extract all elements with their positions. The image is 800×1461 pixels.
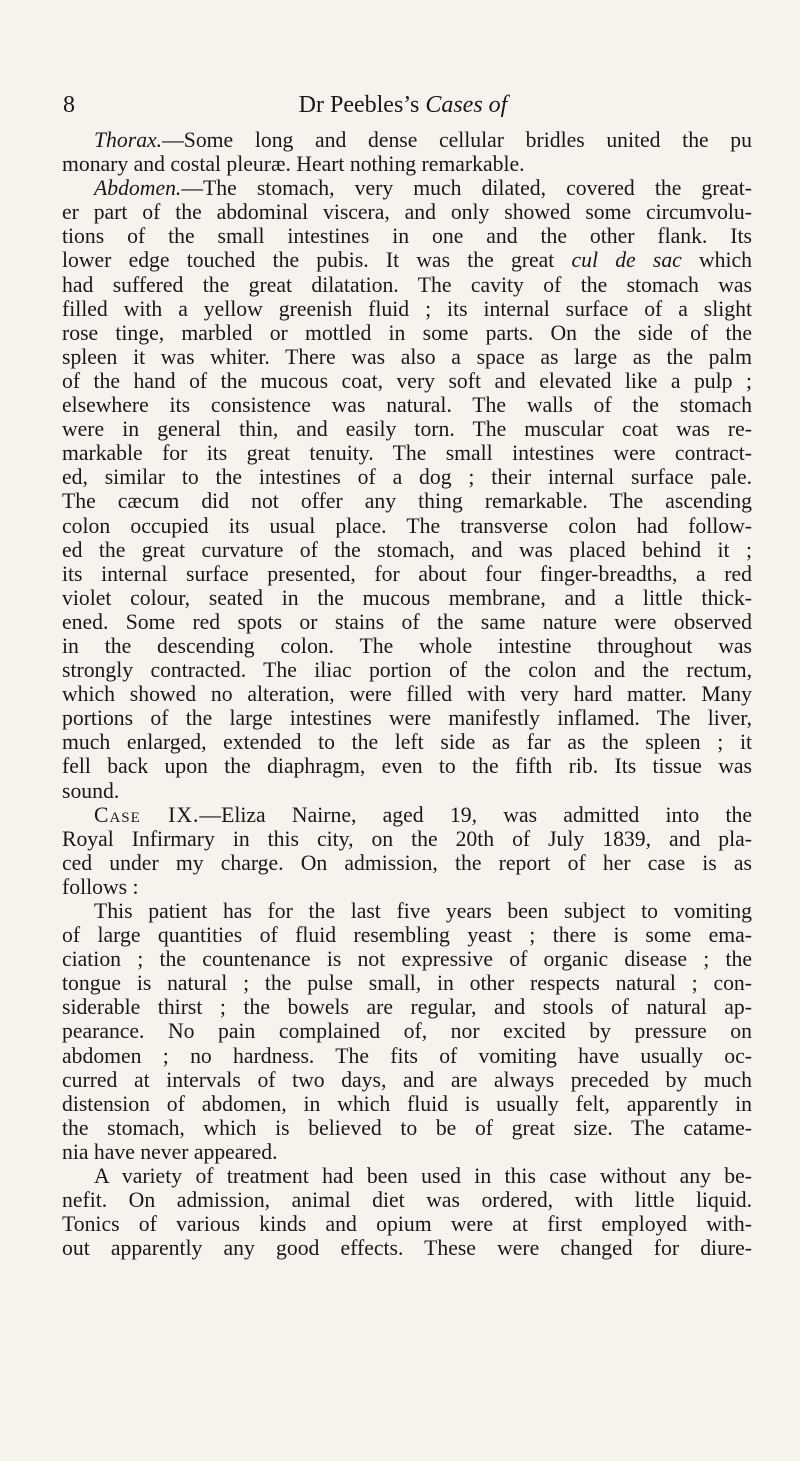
text-line: [62, 562, 752, 586]
text-span: tongue is natural ; the pulse small, in other respects natural ; con-: [62, 971, 752, 996]
text-span: its internal surface presented, for about four finger-breadths, a red: [62, 561, 752, 586]
text-span: nia have never appeared.: [62, 1139, 278, 1164]
text-line: [62, 851, 752, 875]
text-line: [62, 465, 752, 489]
text-line: [62, 1236, 752, 1260]
text-line: [62, 345, 752, 369]
italic-span: Thorax.: [94, 128, 163, 152]
text-span: —Eliza Nairne, aged 19, was admitted into the: [199, 802, 752, 827]
text-line: [62, 1092, 752, 1116]
text-span: lower edge touched the pubis. It was the great: [62, 248, 572, 273]
page-number: 8: [63, 92, 75, 118]
text-span: markable for its great tenuity. The small intestines were contract-: [62, 441, 752, 466]
text-span: much enlarged, extended to the left side as far as the spleen ; it: [62, 730, 752, 755]
italic-span: Abdomen.: [94, 176, 182, 201]
text-span: filled with a yellow greenish fluid ; its internal surface of a slight: [62, 296, 752, 321]
text-line: [62, 538, 752, 562]
text-line: [62, 1068, 752, 1092]
text-span: siderable thirst ; the bowels are regular, and stools of natural ap-: [62, 995, 752, 1020]
running-head: [63, 92, 743, 119]
text-span: A variety of treatment had been used in this case without any be-: [94, 1164, 752, 1189]
text-span: the stomach, which is believed to be of great size. The catame-: [62, 1115, 752, 1140]
text-line: [62, 1116, 752, 1140]
text-line: [62, 899, 752, 923]
text-span: The cæcum did not offer any thing remarkable. The ascending: [62, 489, 752, 514]
text-line: [62, 200, 752, 224]
text-line: [62, 706, 752, 730]
text-line: [62, 995, 752, 1019]
text-span: er part of the abdominal viscera, and only showed some circumvolu-: [62, 200, 752, 225]
text-line: [62, 514, 752, 538]
text-line: [62, 971, 752, 995]
text-line: [62, 803, 752, 827]
text-line: [62, 1164, 752, 1188]
text-span: which showed no alteration, were filled with very hard matter. Many: [62, 682, 752, 707]
text-span: elsewhere its consistence was natural. The walls of the stomach: [62, 393, 752, 418]
text-span: violet colour, seated in the mucous membrane, and a little thick-: [62, 585, 752, 610]
text-span: ed, similar to the intestines of a dog ; their internal surface pale.: [62, 465, 752, 490]
text-span: colon occupied its usual place. The transverse colon had follow-: [62, 513, 752, 538]
text-span: abdomen ; no hardness. The fits of vomiting have usually oc-: [62, 1043, 752, 1068]
text-line: [62, 947, 752, 971]
text-span: ced under my charge. On admission, the report of her case is as: [62, 850, 752, 875]
text-span: fell back upon the diaphragm, even to the fifth rib. Its tissue was: [62, 754, 752, 779]
italic-span: cul de sac: [571, 248, 682, 273]
running-head-text: Dr Peebles’s: [298, 92, 426, 118]
text-span: rose tinge, marbled or mottled in some parts. On the side of the: [62, 320, 752, 345]
text-span: monary and costal pleuræ. Heart nothing remarkable.: [62, 152, 525, 177]
page-body: [62, 128, 752, 1260]
text-span: were in general thin, and easily torn. The muscular coat was re-: [62, 417, 752, 442]
text-span: distension of abdomen, in which fluid is usually felt, apparently in: [62, 1091, 752, 1116]
page-header: [63, 92, 743, 124]
text-span: tions of the small intestines in one and the other flank. Its: [62, 224, 752, 249]
text-line: [62, 441, 752, 465]
text-line: [62, 875, 752, 899]
text-span: spleen it was whiter. There was also a space as large as the palm: [62, 344, 752, 369]
text-span: ciation ; the countenance is not expressive of organic disease ; the: [62, 947, 752, 972]
text-span: portions of the large intestines were manifestly inflamed. The liver,: [62, 706, 752, 731]
text-span: Royal Infirmary in this city, on the 20th of July 1839, and pla-: [62, 826, 752, 851]
text-line: [62, 369, 752, 393]
text-line: [62, 321, 752, 345]
text-line: [62, 827, 752, 851]
text-line: [62, 297, 752, 321]
text-line: [62, 393, 752, 417]
text-span: nefit. On admission, animal diet was ordered, with little liquid.: [62, 1188, 752, 1213]
text-line: [62, 923, 752, 947]
text-line: [62, 128, 752, 152]
text-span: follows :: [62, 874, 139, 899]
text-span: ed the great curvature of the stomach, and was placed behind it ;: [62, 537, 752, 562]
small-caps-span: Case IX.: [94, 802, 200, 827]
running-head-italic: Cases of: [425, 92, 508, 118]
text-span: of the hand of the mucous coat, very soft and elevated like a pulp ;: [62, 368, 752, 393]
text-span: which: [681, 248, 752, 273]
text-span: out apparently any good effects. These were changed for diure-: [62, 1236, 752, 1261]
text-line: [62, 1212, 752, 1236]
text-line: [62, 224, 752, 248]
text-line: [62, 730, 752, 754]
text-line: [62, 634, 752, 658]
text-span: had suffered the great dilatation. The cavity of the stomach was: [62, 272, 752, 297]
text-line: [62, 417, 752, 441]
text-span: in the descending colon. The whole intestine throughout was: [62, 633, 752, 658]
text-line: [62, 248, 752, 272]
text-span: ened. Some red spots or stains of the same nature were observed: [62, 609, 752, 634]
text-line: [62, 658, 752, 682]
text-line: [62, 1044, 752, 1068]
text-span: strongly contracted. The iliac portion of the colon and the rectum,: [62, 658, 752, 683]
text-line: [62, 754, 752, 778]
text-line: [62, 152, 752, 176]
text-line: [62, 176, 752, 200]
text-line: [62, 779, 752, 803]
text-span: —Some long and dense cellular bridles united the pu: [162, 128, 752, 152]
text-line: [62, 273, 752, 297]
text-span: curred at intervals of two days, and are always preceded by much: [62, 1067, 752, 1092]
text-line: [62, 682, 752, 706]
text-span: sound.: [62, 778, 120, 803]
text-line: [62, 489, 752, 513]
text-span: —The stomach, very much dilated, covered the great-: [181, 176, 752, 201]
text-line: [62, 1140, 752, 1164]
text-span: of large quantities of fluid resembling yeast ; there is some ema-: [62, 923, 752, 948]
text-line: [62, 610, 752, 634]
text-span: Tonics of various kinds and opium were at first employed with-: [62, 1212, 752, 1237]
text-line: [62, 586, 752, 610]
text-span: pearance. No pain complained of, nor excited by pressure on: [62, 1019, 752, 1044]
text-line: [62, 1019, 752, 1043]
text-span: This patient has for the last five years been subject to vomiting: [94, 899, 752, 923]
text-line: [62, 1188, 752, 1212]
